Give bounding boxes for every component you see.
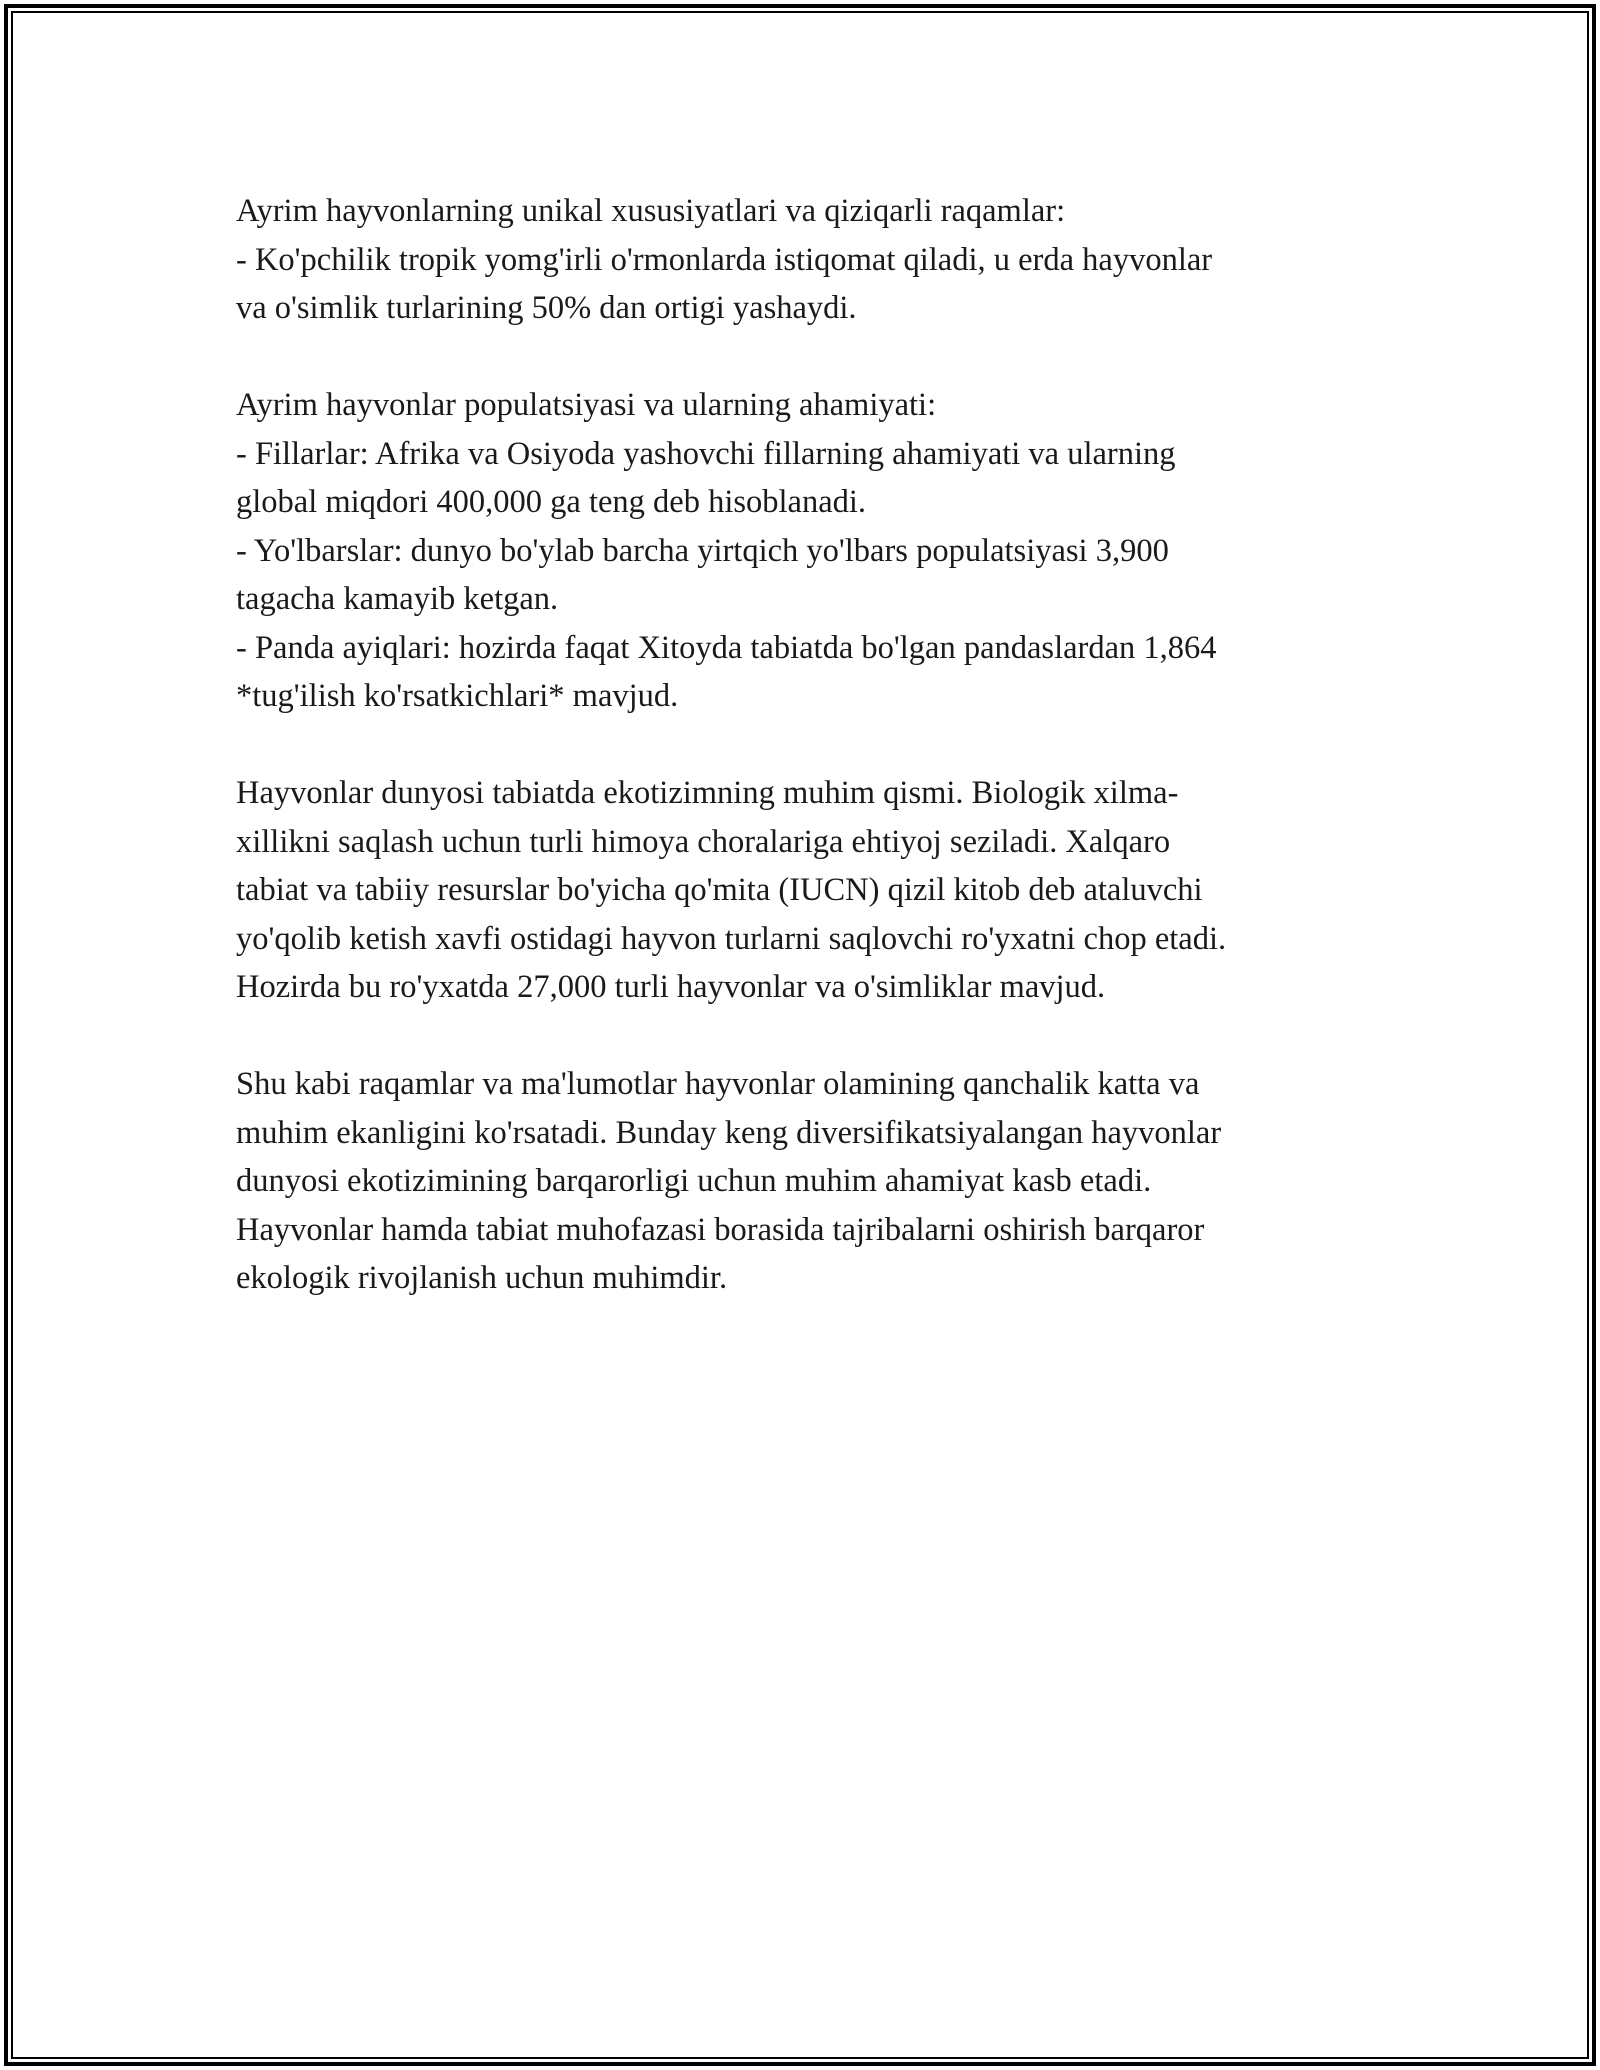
text-line: muhim ekanligini ko'rsatadi. Bunday keng diversifikatsiyalangan hayvonlar xyxy=(236,1114,1222,1151)
text-line: - Fillarlar: Afrika va Osiyoda yashovchi fillarning ahamiyati va ularning xyxy=(236,435,1176,472)
text-line: ekologik rivojlanish uchun muhimdir. xyxy=(236,1260,728,1296)
paragraph-heading: Ayrim hayvonlar populatsiyasi va ularning ahamiyati: xyxy=(236,387,937,423)
text-line: global miqdori 400,000 ga teng deb hisoblanadi. xyxy=(236,484,867,520)
paragraph-unique-features xyxy=(236,187,1376,333)
text-line: - Yo'lbarslar: dunyo bo'ylab barcha yirtqich yo'lbars populatsiyasi 3,900 xyxy=(236,532,1169,569)
text-line: Shu kabi raqamlar va ma'lumotlar hayvonlar olamining qanchalik katta va xyxy=(236,1066,1200,1102)
text-line: xillikni saqlash uchun turli himoya choralariga ehtiyoj seziladi. Xalqaro xyxy=(236,823,1171,860)
text-line: tabiat va tabiiy resurslar bo'yicha qo'mita (IUCN) qizil kitob deb ataluvchi xyxy=(236,872,1203,908)
text-line: Hayvonlar dunyosi tabiatda ekotizimning muhim qismi. Biologik xilma- xyxy=(236,775,1179,811)
text-line: *tug'ilish ko'rsatkichlari* mavjud. xyxy=(236,678,679,714)
text-line: Hozirda bu ro'yxatda 27,000 turli hayvonlar va o'simliklar mavjud. xyxy=(236,969,1106,1005)
text-line: yo'qolib ketish xavfi ostidagi hayvon turlarni saqlovchi ro'yxatni chop etadi. xyxy=(236,920,1227,957)
text-line: - Ko'pchilik tropik yomg'irli o'rmonlarda istiqomat qiladi, u erda hayvonlar xyxy=(236,241,1213,278)
text-line: dunyosi ekotizimining barqarorligi uchun muhim ahamiyat kasb etadi. xyxy=(236,1163,1152,1199)
paragraph-populations xyxy=(236,381,1376,721)
paragraph-heading: Ayrim hayvonlarning unikal xususiyatlari va qiziqarli raqamlar: xyxy=(236,193,1066,229)
text-line: - Panda ayiqlari: hozirda faqat Xitoyda tabiatda bo'lgan pandaslardan 1,864 xyxy=(236,629,1217,666)
document-body xyxy=(236,187,1376,1351)
text-line: tagacha kamayib ketgan. xyxy=(236,581,559,617)
paragraph-conclusion xyxy=(236,1060,1376,1303)
text-line: Hayvonlar hamda tabiat muhofazasi borasida tajribalarni oshirish barqaror xyxy=(236,1211,1205,1248)
paragraph-ecosystem xyxy=(236,769,1376,1012)
text-line: va o'simlik turlarining 50% dan ortigi yashaydi. xyxy=(236,290,857,326)
